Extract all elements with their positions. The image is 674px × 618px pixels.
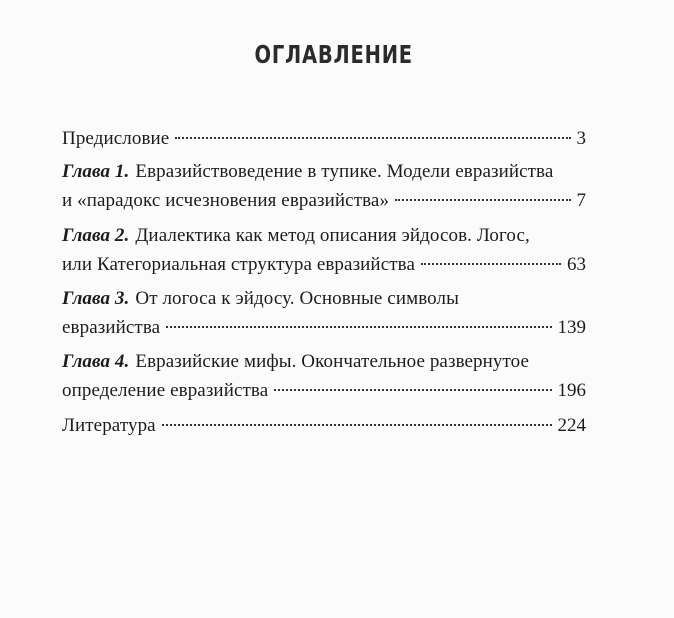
toc-line bbox=[62, 124, 586, 153]
chapter-label: Глава 4. bbox=[62, 351, 130, 372]
dot-leader bbox=[395, 199, 570, 201]
toc-page-number: 3 bbox=[576, 128, 586, 149]
toc-list bbox=[62, 124, 586, 440]
chapter-label: Глава 2. bbox=[62, 225, 130, 246]
toc-page-number: 63 bbox=[567, 254, 586, 275]
chapter-label: Глава 1. bbox=[62, 161, 130, 182]
chapter-title-line-1: От логоса к эйдосу. Основные символы bbox=[135, 288, 459, 309]
toc-entry-chapter-1 bbox=[62, 157, 586, 215]
toc-entry-preface bbox=[62, 124, 586, 153]
toc-line bbox=[62, 313, 586, 342]
chapter-title-line-2: или Категориальная структура евразийства bbox=[62, 254, 415, 275]
toc-entry-text bbox=[62, 221, 530, 250]
toc-line bbox=[62, 284, 586, 313]
toc-line bbox=[62, 250, 586, 279]
toc-line bbox=[62, 221, 586, 250]
toc-entry-bibliography bbox=[62, 411, 586, 440]
toc-page-number: 7 bbox=[576, 190, 586, 211]
dot-leader bbox=[175, 137, 570, 139]
toc-title: ОГЛАВЛЕНИЕ bbox=[254, 40, 413, 69]
toc-entry-text bbox=[62, 284, 459, 313]
chapter-title-line-2: определение евразийства bbox=[62, 380, 269, 401]
toc-line bbox=[62, 376, 586, 405]
toc-entry-text: Литература bbox=[62, 415, 156, 436]
chapter-title-line-1: Евразийствоведение в тупике. Модели евразийства bbox=[135, 161, 554, 182]
toc-line bbox=[62, 157, 586, 186]
toc-entry-chapter-3 bbox=[62, 284, 586, 342]
toc-line bbox=[62, 347, 586, 376]
toc-entry-chapter-2 bbox=[62, 221, 586, 279]
chapter-title-line-2: евразийства bbox=[62, 317, 161, 338]
dot-leader bbox=[274, 389, 551, 391]
chapter-label: Глава 3. bbox=[62, 288, 130, 309]
toc-line bbox=[62, 186, 586, 215]
dot-leader bbox=[162, 424, 552, 426]
dot-leader bbox=[166, 326, 551, 328]
dot-leader bbox=[421, 263, 561, 265]
toc-entry-text bbox=[62, 157, 553, 186]
toc-entry-text: Предисловие bbox=[62, 128, 170, 149]
toc-entry-text bbox=[62, 347, 529, 376]
chapter-title-line-2: и «парадокс исчезновения евразийства» bbox=[62, 190, 390, 211]
chapter-title-line-1: Евразийские мифы. Окончательное развернутое bbox=[135, 351, 530, 372]
toc-line bbox=[62, 411, 586, 440]
chapter-title-line-1: Диалектика как метод описания эйдосов. Логос, bbox=[135, 225, 530, 246]
toc-page-number: 196 bbox=[557, 380, 586, 401]
toc-page-number: 224 bbox=[557, 415, 586, 436]
toc-entry-chapter-4 bbox=[62, 347, 586, 405]
toc-page-number: 139 bbox=[557, 317, 586, 338]
